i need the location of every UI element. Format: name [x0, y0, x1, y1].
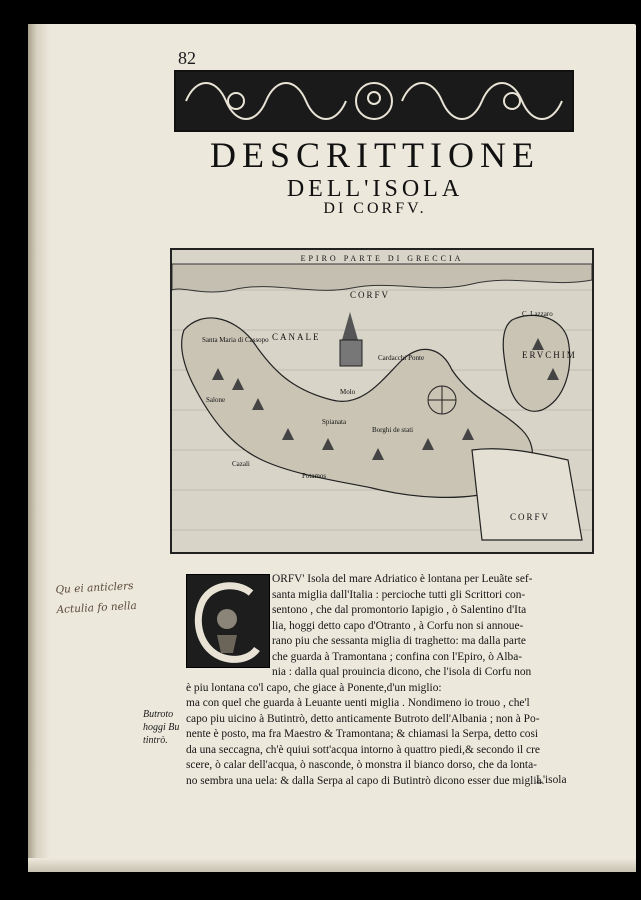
decorated-initial-c	[186, 574, 270, 668]
map-label-borghi: Borghi de stati	[372, 426, 414, 434]
map-cartouche-label: CORFV	[510, 512, 551, 522]
title-line-3: DI CORFV.	[323, 200, 427, 217]
text-line: scere, ò calar dell'acqua, ò nasconde, ò monstra il bianco dorso, che da lonta-	[186, 759, 537, 771]
corfu-map-engraving	[170, 248, 594, 554]
text-line: ORFV' Isola del mare Adriatico è lontana per Leuãte sef-	[272, 573, 533, 585]
margin-note	[143, 708, 179, 747]
handwriting-line-1: Qu ei anticlers	[55, 580, 134, 597]
map-label-salone: Salone	[206, 396, 226, 404]
map-label-spianata: Spianata	[322, 418, 347, 426]
map-label-corfu: CORFV	[350, 290, 391, 300]
text-line: è piu lontana co'l capo, che giace à Ponente,d'un miglio:	[186, 681, 442, 694]
map-label-cazali: Cazali	[232, 460, 250, 468]
map-label-potamos: Potamos	[302, 472, 327, 480]
page-bottom-edge	[28, 858, 636, 872]
text-line: che guarda à Tramontana ; confina con l'Epiro, ò Alba-	[272, 650, 523, 663]
map-header-label: EPIRO PARTE DI GRECCIA	[300, 254, 464, 263]
text-line: nia : dalla qual prouincia dicono, che l'isola di Corfu non	[272, 666, 532, 678]
page-number: 82	[178, 48, 196, 68]
title-line-2: DELL'ISOLA	[286, 176, 464, 202]
title-line-1: DESCRITTIONE	[210, 135, 540, 175]
map-label-molo: Molo	[340, 388, 356, 396]
ornamental-headpiece	[174, 70, 574, 132]
map-label-canale: CANALE	[272, 332, 321, 342]
text-line: santa miglia dall'Italia : percioche tutti gli Scrittori con-	[272, 588, 526, 601]
text-line: nente è posto, ma fra Maestro & Tramontana; & chiamasi la Serpa, detto cosi	[186, 728, 539, 740]
margin-note-line-3: tintrò.	[143, 735, 168, 746]
map-label-ponte: Cardacchi Ponte	[378, 354, 425, 362]
handwritten-annotation	[55, 576, 137, 620]
map-label-lazzaro: C. Lazzaro	[522, 310, 553, 318]
text-line: sentono , che dal promontorio Iapigio , ò Salentino d'Ita	[272, 604, 527, 616]
text-line: da una seccagna, ch'è quiui sott'acqua intorno à quattro piedi,& secondo il cre	[186, 743, 540, 756]
text-line: capo piu uicino à Butintrò, detto anticamente Butroto dell'Albania ; non à Po-	[186, 712, 540, 725]
map-label-santa-maria: Santa Maria di Cassopo	[202, 336, 269, 344]
margin-note-line-1: Butroto	[143, 709, 174, 720]
margin-note-line-2: hoggi Bu	[143, 722, 180, 733]
page-gutter	[28, 24, 50, 872]
text-line: rano piu che sessanta miglia di traghetto: ma dalla parte	[272, 635, 526, 647]
text-line: ma con quel che guarda à Leuante uenti miglia . Nondimeno io trouo , che'l	[186, 697, 530, 709]
text-line: no sembra una uela: & dalla Serpa al capo di Butintrò dicono esser due miglia.	[186, 774, 545, 787]
catchword: L'isola	[536, 774, 567, 786]
text-line: lia, hoggi detto capo d'Otranto , à Corfu non si annoue-	[272, 619, 524, 632]
map-label-eruchime: ERVCHIM	[522, 350, 577, 360]
handwriting-line-2: Actulia fo nella	[56, 599, 138, 617]
